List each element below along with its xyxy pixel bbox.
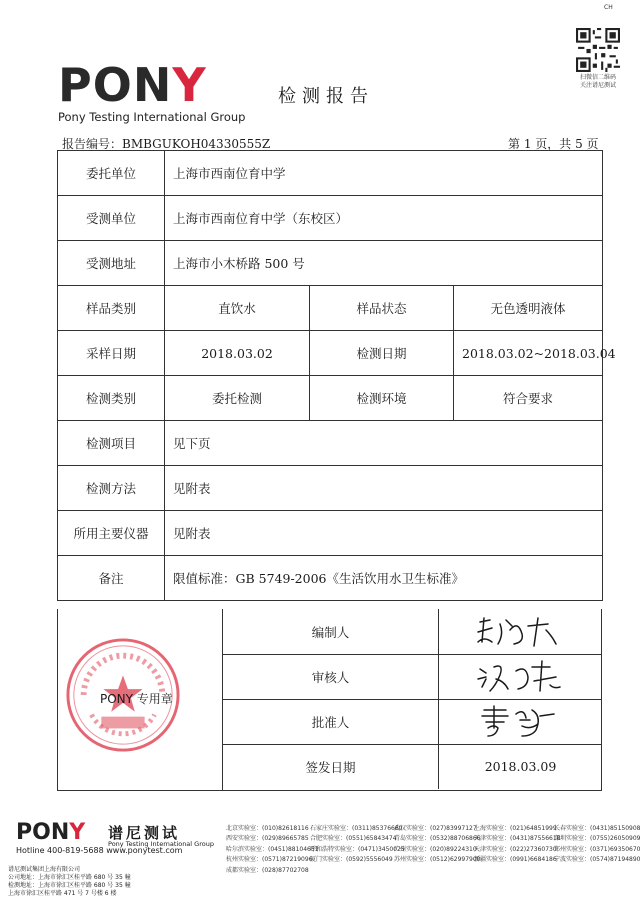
test-type-label: 检测类别 bbox=[58, 376, 165, 421]
approver-row bbox=[223, 699, 602, 745]
test-items-label: 检测项目 bbox=[58, 421, 165, 466]
sample-type-value: 直饮水 bbox=[165, 286, 310, 331]
approver-signature-icon bbox=[466, 702, 576, 742]
reviewer-signature bbox=[439, 654, 602, 699]
pony-logo bbox=[58, 58, 207, 112]
editor-row bbox=[223, 609, 602, 655]
test-items-value: 见下页 bbox=[165, 421, 603, 466]
footer-lab-item: 北京实验室：(010)82618116 bbox=[226, 825, 309, 832]
reviewer-row bbox=[223, 654, 602, 700]
logo-text-main: PON bbox=[58, 58, 173, 112]
table-row bbox=[58, 376, 603, 421]
logo-subtitle: Pony Testing International Group bbox=[58, 110, 246, 124]
test-type-value: 委托检测 bbox=[165, 376, 310, 421]
footer-lab-item: 青岛实验室：(0532)88706866 bbox=[394, 835, 481, 843]
footer-address-line: 谱尼测试集团上海有限公司 bbox=[8, 866, 81, 873]
footer-lab-item: 新疆实验室：(0991)6684186 bbox=[474, 856, 557, 864]
footer-brand-cn: 谱尼测试 bbox=[108, 824, 181, 842]
report-number: 报告编号：BMBGUKOH04330555Z bbox=[62, 137, 271, 151]
table-row bbox=[58, 511, 603, 556]
footer-address bbox=[8, 866, 131, 898]
editor-label: 编制人 bbox=[223, 609, 439, 654]
footer-lab-item: 杭州实验室：(0571)87219096 bbox=[226, 856, 313, 864]
footer-lab-item: 广州实验室：(020)89224310 bbox=[394, 845, 477, 853]
test-method-label: 检测方法 bbox=[58, 466, 165, 511]
corner-mark: CH bbox=[604, 4, 613, 11]
address-label: 受测地址 bbox=[58, 241, 165, 286]
approver-label: 批准人 bbox=[223, 699, 439, 744]
footer-address-line: 公司地址：上海市徐汇区桂平路 680 号 35 幢 bbox=[8, 874, 131, 881]
address-value: 上海市小木桥路 500 号 bbox=[165, 241, 603, 286]
reviewer-label: 审核人 bbox=[223, 654, 439, 699]
table-row bbox=[58, 556, 603, 601]
editor-signature bbox=[439, 609, 602, 654]
issue-date-row bbox=[223, 744, 602, 790]
qr-caption bbox=[566, 74, 630, 90]
table-row bbox=[58, 421, 603, 466]
footer-logo-main: PON bbox=[16, 820, 70, 845]
footer-lab-item: 宁波实验室：(0574)87194890 bbox=[554, 856, 641, 864]
footer-lab-item: 郑州实验室：(0371)69350670 bbox=[554, 845, 641, 853]
footer-address-line: 上海市徐汇区桂平路 471 号 7 号楼 6 楼 bbox=[8, 890, 117, 897]
footer-brand-en: Pony Testing International Group bbox=[108, 840, 214, 848]
test-env-label: 检测环境 bbox=[310, 376, 454, 421]
footer-address-line: 检测地址：上海市徐汇区桂平路 680 号 35 幢 bbox=[8, 882, 131, 889]
document-title: 检测报告 bbox=[278, 86, 374, 107]
logo-text-y: Y bbox=[172, 58, 207, 112]
footer-lab-item: 厦门实验室：(0592)5556049 bbox=[310, 856, 393, 864]
table-row bbox=[58, 286, 603, 331]
instrument-value: 见附表 bbox=[165, 511, 603, 556]
footer-lab-item: 西安实验室：(029)89665785 bbox=[226, 835, 309, 843]
sample-state-label: 样品状态 bbox=[310, 286, 454, 331]
reviewer-signature-icon bbox=[466, 657, 576, 697]
footer-lab-item: 上海实验室：(021)64851999 bbox=[474, 825, 557, 832]
footer-lab-item: 合肥实验室：(0551)65843474 bbox=[310, 835, 397, 843]
approver-signature bbox=[439, 699, 602, 744]
table-row bbox=[58, 196, 603, 241]
footer-hotline: Hotline 400-819-5688 www.ponytest.com bbox=[16, 846, 183, 855]
table-row bbox=[58, 331, 603, 376]
footer-lab-list bbox=[226, 824, 641, 876]
tested-unit-label: 受测单位 bbox=[58, 196, 165, 241]
issue-date-value: 2018.03.09 bbox=[484, 759, 557, 774]
sample-state-value: 无色透明液体 bbox=[454, 286, 603, 331]
sampling-date-value: 2018.03.02 bbox=[165, 331, 310, 376]
instrument-label: 所用主要仪器 bbox=[58, 511, 165, 556]
table-row bbox=[58, 151, 603, 196]
table-row bbox=[58, 466, 603, 511]
editor-signature-icon bbox=[466, 612, 576, 652]
test-date-label: 检测日期 bbox=[310, 331, 454, 376]
footer-lab-item: 武汉实验室：(027)83997127 bbox=[394, 825, 477, 832]
signature-grid bbox=[222, 609, 602, 790]
qr-caption-line-2: 关注谱尼测试 bbox=[579, 82, 616, 89]
footer-lab-item: 苏州实验室：(0512)62997900 bbox=[394, 856, 481, 864]
remark-value: 限值标准：GB 5749-2006《生活饮用水卫生标准》 bbox=[165, 556, 603, 601]
qr-code-icon bbox=[576, 28, 620, 72]
page-number: 第 1 页，共 5 页 bbox=[508, 137, 599, 151]
qr-caption-line-1: 扫微信二维码 bbox=[579, 74, 616, 81]
table-row bbox=[58, 241, 603, 286]
footer-lab-item: 天津实验室：(0431)87556618 bbox=[474, 835, 561, 843]
footer-logo-y: Y bbox=[69, 820, 86, 845]
test-env-value: 符合要求 bbox=[454, 376, 603, 421]
footer-lab-item: 哈尔滨实验室：(0451)88104651 bbox=[226, 845, 319, 853]
test-date-value: 2018.03.02~2018.03.04 bbox=[454, 331, 603, 376]
client-label: 委托单位 bbox=[58, 151, 165, 196]
stamp-text: PONY 专用章 bbox=[100, 692, 173, 706]
footer-logo bbox=[16, 820, 85, 845]
footer-lab-item: 石家庄实验室：(0311)85376660 bbox=[310, 825, 403, 832]
footer-lab-item: 成都实验室：(028)87702708 bbox=[226, 866, 309, 874]
sample-type-label: 样品类别 bbox=[58, 286, 165, 331]
remark-label: 备注 bbox=[58, 556, 165, 601]
footer-lab-item: 呼和浩特实验室：(0471)3450025 bbox=[310, 845, 405, 853]
footer-lab-item: 长春实验室：(0431)85150908 bbox=[554, 825, 641, 832]
footer-lab-item: 深圳实验室：(0755)26050909 bbox=[554, 835, 641, 843]
test-method-value: 见附表 bbox=[165, 466, 603, 511]
client-value: 上海市西南位育中学 bbox=[165, 151, 603, 196]
footer-lab-item: 天津实验室：(022)27360730 bbox=[474, 845, 557, 853]
tested-unit-value: 上海市西南位育中学（东校区） bbox=[165, 196, 603, 241]
sampling-date-label: 采样日期 bbox=[58, 331, 165, 376]
issue-date-label: 签发日期 bbox=[223, 744, 439, 789]
report-table bbox=[57, 150, 616, 601]
